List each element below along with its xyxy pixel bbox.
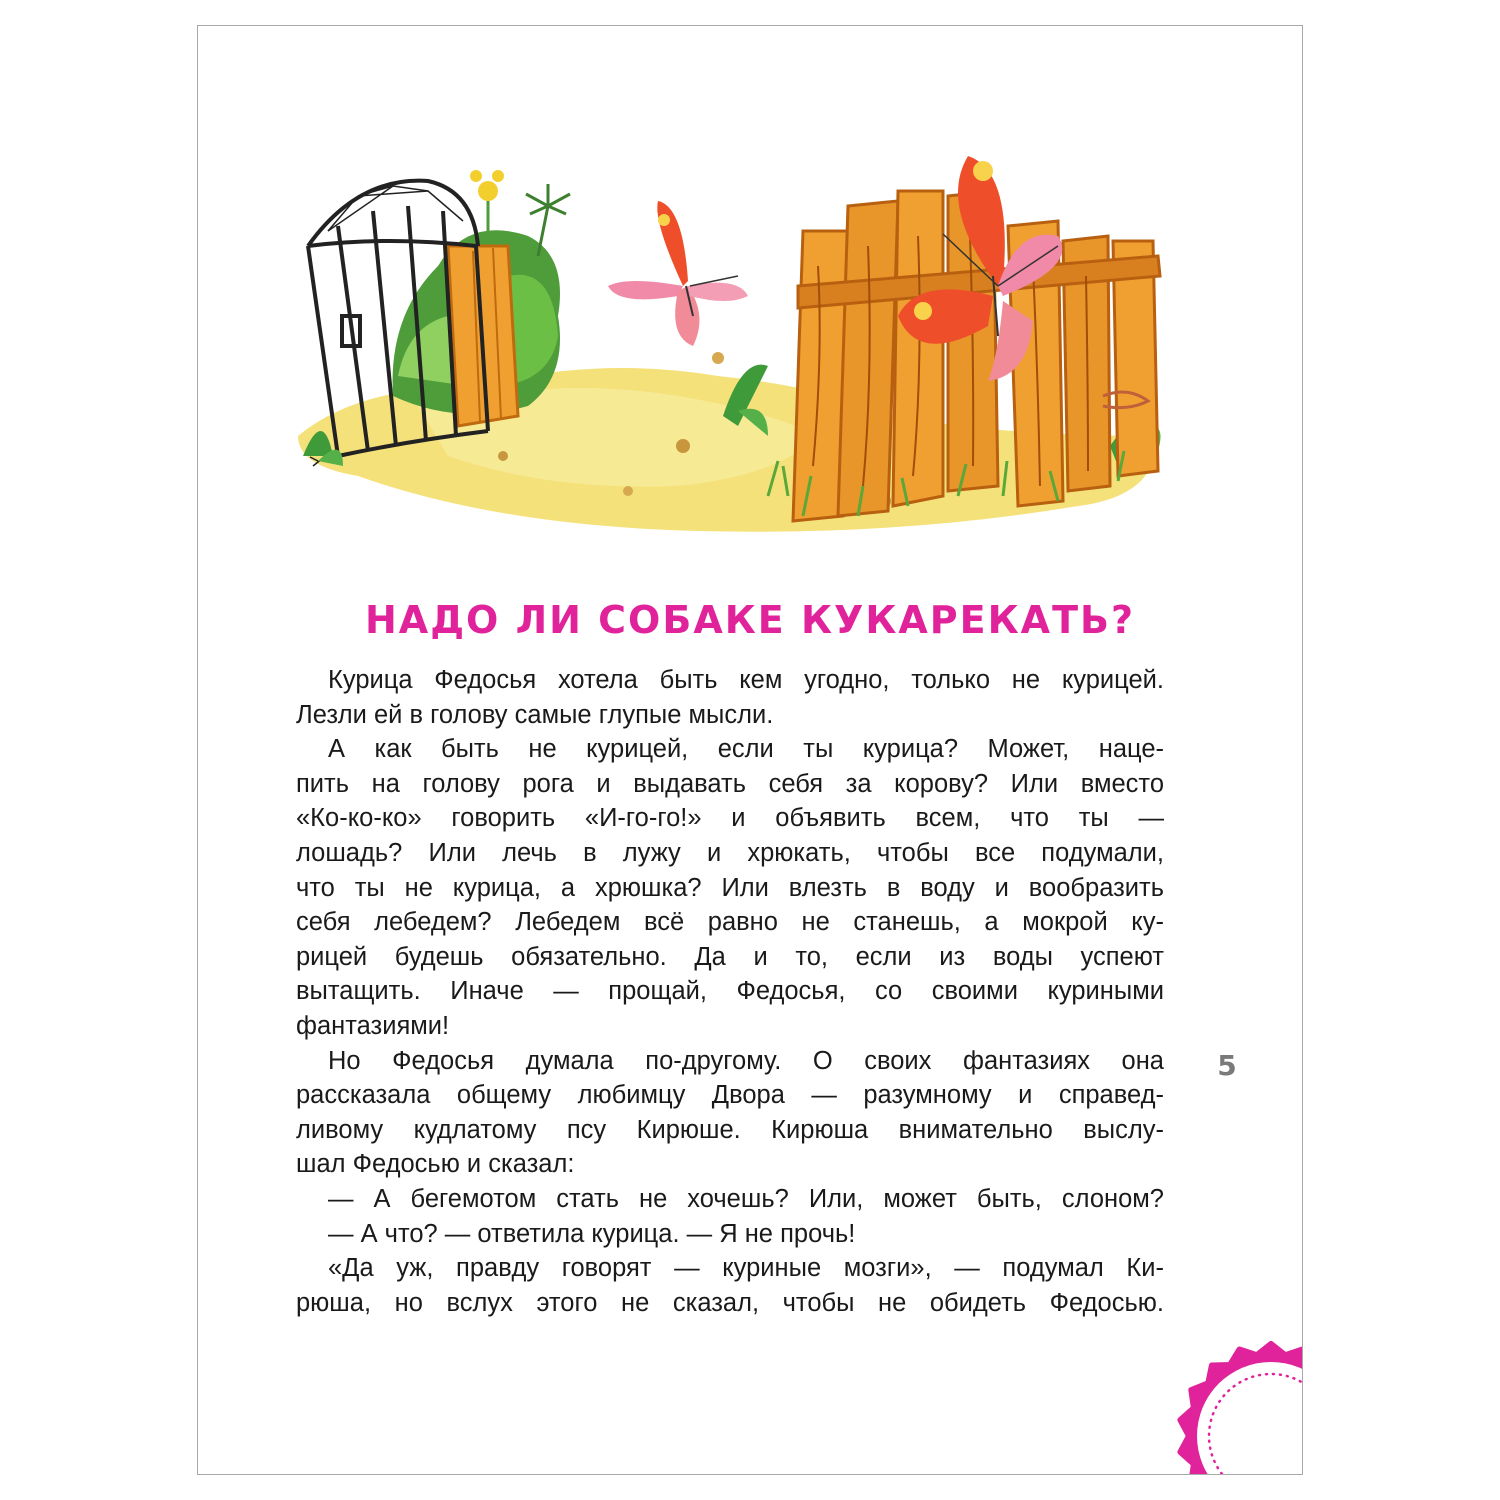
text-line: что ты не курица, а хрюшка? Или влезть в воду и вообразить — [296, 873, 1164, 902]
illustration-gate-fence-butterflies — [298, 136, 1178, 556]
text-line: — А бегемотом стать не хочешь? Или, может быть, слоном? — [328, 1184, 1164, 1213]
text-line: фантазиями! — [296, 1011, 450, 1040]
text-line: рицей будешь обязательно. Да и то, если из воды успеют — [296, 942, 1164, 971]
text-line: «Да уж, правду говорят — куриные мозги», — подумал Ки- — [328, 1254, 1164, 1283]
text-line: Курица Федосья хотела быть кем угодно, только не курицей. — [328, 666, 1164, 694]
text-line: — А что? — ответила курица. — Я не прочь! — [328, 1219, 856, 1248]
book-page — [197, 25, 1303, 1475]
text-line: шал Федосью и сказал: — [296, 1150, 575, 1179]
text-line: ливому кудлатому псу Кирюше. Кирюша внимательно выслу- — [296, 1115, 1164, 1144]
page-number-badge — [1161, 1326, 1303, 1475]
text-line: рассказала общему любимцу Двора — разумному и справед- — [296, 1081, 1164, 1110]
text-line: рюша, но вслух этого не сказал, чтобы не обидеть Федосью. — [296, 1288, 1164, 1317]
page-number: 5 — [1217, 1049, 1237, 1082]
text-line: себя лебедем? Лебедем всё равно не станешь, а мокрой ку- — [296, 908, 1164, 937]
text-line: А как быть не курицей, если ты курица? Может, наце- — [328, 735, 1164, 764]
text-line: лошадь? Или лечь в лужу и хрюкать, чтобы все подумали, — [296, 838, 1164, 867]
story-title: НАДО ЛИ СОБАКЕ КУКАРЕКАТЬ? — [364, 598, 1136, 642]
text-line: «Ко-ко-ко» говорить «И-го-го!» и объявить всем, что ты — — [296, 804, 1164, 833]
text-line: Но Федосья думала по-другому. О своих фантазиях она — [328, 1046, 1164, 1075]
text-line: пить на голову рога и выдавать себя за корову? Или вместо — [296, 769, 1164, 798]
text-line: Лезли ей в голову самые глупые мысли. — [296, 700, 774, 729]
story-text — [296, 663, 1164, 1320]
text-line: вытащить. Иначе — прощай, Федосья, со своими куриными — [296, 977, 1164, 1006]
